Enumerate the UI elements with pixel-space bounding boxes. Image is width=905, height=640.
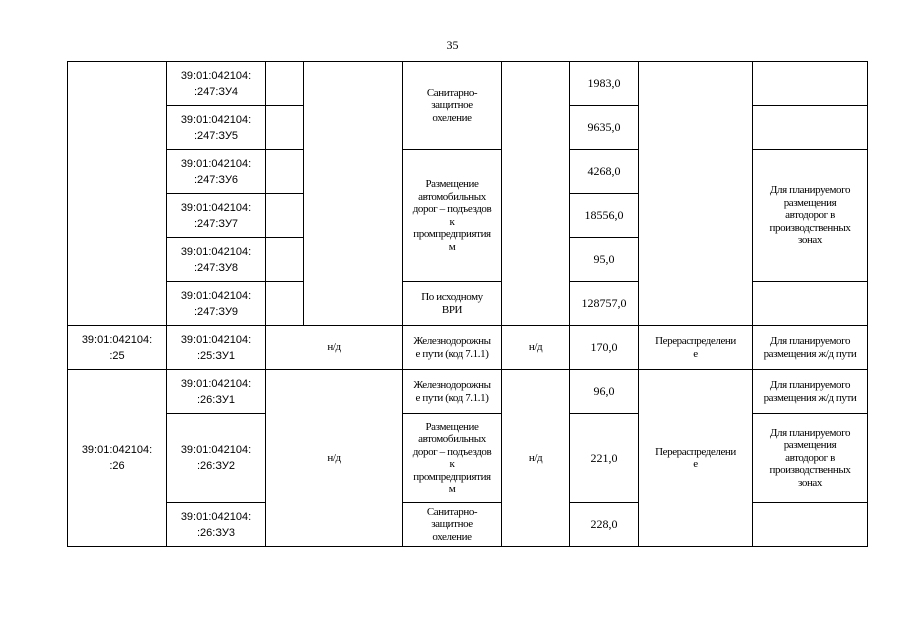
land-plots-table [67,61,868,547]
purpose-cell: Для планируемого размещения ж/д пути [753,326,868,370]
area-cell: 1983,0 [570,62,639,106]
table-row [68,62,868,106]
subplot-number-cell: 39:01:042104: :247:ЗУ4 [167,62,266,106]
method-cell: Перераспределени е [639,326,753,370]
purpose-cell: Для планируемого размещения автодорог в производственных зонах [753,150,868,282]
vri-cell: Размещение автомобильных дорог – подъездов к промпредприятия м [403,150,502,282]
method-cell: Перераспределени е [639,370,753,547]
subplot-number-cell: 39:01:042104: :26:ЗУ1 [167,370,266,414]
area-cell: 4268,0 [570,150,639,194]
table-row [68,370,868,414]
subplot-number-cell: 39:01:042104: :26:ЗУ2 [167,414,266,503]
subplot-number-cell: 39:01:042104: :247:ЗУ9 [167,282,266,326]
area-cell: 221,0 [570,414,639,503]
vri-cell: По исходному ВРИ [403,282,502,326]
subplot-number-cell: 39:01:042104: :25:ЗУ1 [167,326,266,370]
page-number: 35 [446,38,459,52]
nd-cell: н/д [266,326,403,370]
subplot-number-cell: 39:01:042104: :247:ЗУ8 [167,238,266,282]
parent-plot-cell: 39:01:042104: :26 [68,370,167,547]
nd-cell: н/д [266,370,403,547]
nd-cell: н/д [502,326,570,370]
subplot-number-cell: 39:01:042104: :247:ЗУ7 [167,194,266,238]
area-cell: 95,0 [570,238,639,282]
area-cell: 96,0 [570,370,639,414]
nd-cell: н/д [502,370,570,547]
table-row [68,326,868,370]
vri-cell: Санитарно- защитное охеление [403,62,502,150]
subplot-number-cell: 39:01:042104: :247:ЗУ6 [167,150,266,194]
purpose-cell: Для планируемого размещения автодорог в производственных зонах [753,414,868,503]
vri-cell: Санитарно- защитное охеление [403,503,502,547]
purpose-cell: Для планируемого размещения ж/д пути [753,370,868,414]
vri-cell: Железнодорожны е пути (код 7.1.1) [403,326,502,370]
subplot-number-cell: 39:01:042104: :26:ЗУ3 [167,503,266,547]
area-cell: 128757,0 [570,282,639,326]
area-cell: 170,0 [570,326,639,370]
parent-plot-cell [68,62,167,326]
area-cell: 228,0 [570,503,639,547]
vri-cell: Железнодорожны е пути (код 7.1.1) [403,370,502,414]
parent-plot-cell: 39:01:042104: :25 [68,326,167,370]
subplot-number-cell: 39:01:042104: :247:ЗУ5 [167,106,266,150]
area-cell: 18556,0 [570,194,639,238]
vri-cell: Размещение автомобильных дорог – подъездов к промпредприятия м [403,414,502,503]
area-cell: 9635,0 [570,106,639,150]
